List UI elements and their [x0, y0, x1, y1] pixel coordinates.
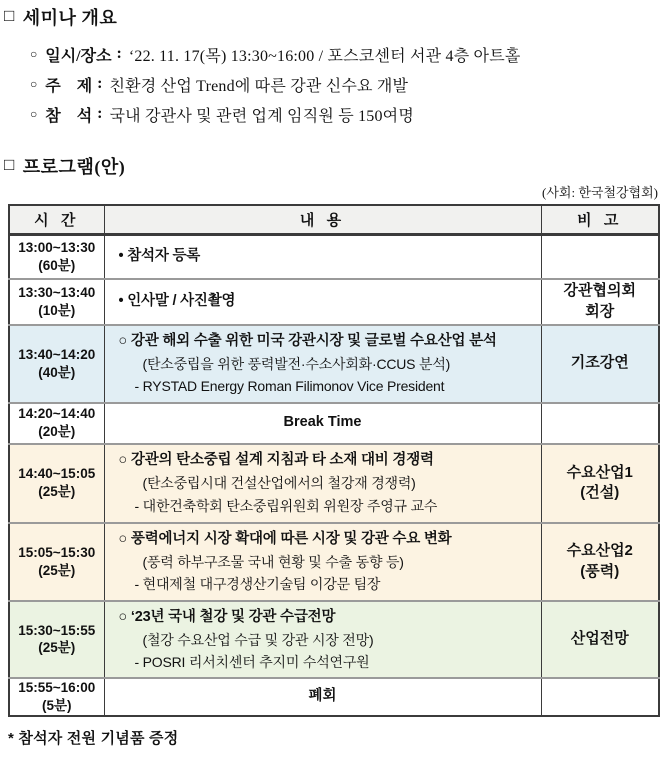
content-subline: (철강 수요산업 수급 및 강관 시장 전망) — [142, 631, 374, 648]
remark-line: (풍력) — [580, 562, 620, 580]
time-range: 14:40~15:05 — [18, 466, 96, 482]
duration: (25분) — [38, 562, 76, 578]
remark-cell — [541, 403, 659, 444]
table-row-opening — [9, 279, 659, 325]
content-cell — [104, 444, 541, 523]
table-row-registration — [9, 235, 659, 279]
overview-item-colon: : — [97, 75, 103, 92]
duration: (20분) — [38, 424, 76, 439]
content-speaker-line: - RYSTAD Energy Roman Filimonov Vice President — [134, 378, 445, 395]
table-row-outlook — [9, 601, 659, 679]
content-subline: (탄소중립시대 건설산업에서의 철강재 경쟁력) — [142, 475, 416, 492]
time-range: 13:40~14:20 — [18, 346, 96, 362]
content-line: ○ ‘23년 국내 철강 및 강관 수급전망 — [118, 608, 336, 625]
overview-item-colon: : — [97, 105, 103, 122]
remark-cell — [541, 325, 659, 403]
column-header-content: 내 용 — [104, 205, 541, 235]
content-cell — [104, 678, 541, 715]
moderator-note: (사회: 한국철강협회) — [542, 185, 658, 200]
content-line: ○ 강관의 탄소중립 설계 지침과 타 소재 대비 경쟁력 — [118, 452, 434, 469]
duration: (5분) — [41, 698, 72, 714]
duration: (60분) — [38, 257, 76, 273]
overview-item-label: 일시/장소 — [45, 47, 112, 65]
overview-item-label: 주 제 — [45, 77, 93, 95]
content-cell — [104, 325, 541, 403]
time-cell — [9, 279, 104, 325]
time-range: 15:30~15:55 — [18, 622, 96, 638]
overview-item-datetime — [30, 39, 660, 69]
content-line: Break Time — [283, 414, 362, 431]
remark-line: 산업전망 — [570, 630, 629, 648]
time-cell — [9, 444, 104, 523]
table-header-row — [9, 205, 659, 235]
table-row-demand2 — [9, 523, 659, 601]
time-cell — [9, 678, 104, 715]
content-line: ○ 풍력에너지 시장 확대에 따른 시장 및 강관 수요 변화 — [118, 530, 452, 547]
remark-cell — [541, 678, 659, 715]
table-row-break — [9, 403, 659, 444]
time-range: 15:55~16:00 — [18, 680, 96, 696]
remark-line: 수요산업2 — [566, 542, 633, 560]
program-table — [8, 204, 660, 717]
square-bullet-icon: □ — [4, 6, 15, 25]
overview-item-list — [30, 39, 660, 129]
remark-cell — [541, 523, 659, 601]
duration: (10분) — [38, 302, 76, 318]
time-cell — [9, 601, 104, 679]
column-header-remark: 비 고 — [541, 205, 659, 235]
circle-bullet-icon: ○ — [30, 106, 38, 121]
overview-item-value: 국내 강관사 및 관련 업계 임직원 등 150여명 — [109, 107, 414, 125]
overview-item-label: 참 석 — [45, 107, 93, 125]
duration: (40분) — [38, 364, 76, 380]
content-speaker-line: - POSRI 리서치센터 추지미 수석연구원 — [134, 654, 370, 671]
content-speaker-line: - 현대제철 대구경생산기술팀 이강문 팀장 — [134, 576, 381, 593]
footnote: * 참석자 전원 기념품 증정 — [8, 729, 179, 747]
circle-bullet-icon: ○ — [30, 46, 38, 61]
content-line: • 인사말 / 사진촬영 — [118, 292, 236, 309]
time-cell — [9, 235, 104, 279]
content-cell — [104, 523, 541, 601]
remark-cell — [541, 444, 659, 523]
square-bullet-icon: □ — [4, 155, 15, 174]
overview-item-attendees — [30, 99, 660, 129]
seminar-overview-heading — [4, 4, 660, 30]
duration: (25분) — [38, 640, 76, 656]
program-title: 프로그램(안) — [22, 157, 126, 177]
time-cell — [9, 523, 104, 601]
time-range: 14:20~14:40 — [18, 406, 96, 422]
time-range: 13:30~13:40 — [18, 284, 96, 300]
content-cell — [104, 403, 541, 444]
content-line: • 참석자 등록 — [118, 248, 201, 265]
overview-item-colon: : — [116, 45, 122, 62]
seminar-overview-title: 세미나 개요 — [22, 8, 118, 28]
time-cell — [9, 403, 104, 444]
overview-item-topic — [30, 69, 660, 99]
remark-line: 강관협의회 — [563, 282, 636, 300]
remark-cell — [541, 601, 659, 679]
time-range: 15:05~15:30 — [18, 544, 96, 560]
circle-bullet-icon: ○ — [30, 76, 38, 91]
remark-cell — [541, 279, 659, 325]
remark-cell — [541, 235, 659, 279]
column-header-time: 시 간 — [9, 205, 104, 235]
content-subline: (탄소중립을 위한 풍력발전·수소사회화·CCUS 분석) — [142, 355, 451, 372]
program-heading — [4, 153, 660, 179]
remark-line: 수요산업1 — [566, 463, 633, 481]
content-line: ○ 강관 해외 수출 위한 미국 강관시장 및 글로벌 수요산업 분석 — [118, 332, 497, 349]
time-range: 13:00~13:30 — [18, 240, 96, 256]
content-subline: (풍력 하부구조물 국내 현황 및 수출 동향 등) — [142, 553, 404, 570]
table-row-closing — [9, 678, 659, 715]
content-speaker-line: - 대한건축학회 탄소중립위원회 위원장 주영규 교수 — [134, 497, 438, 514]
remark-line: 회장 — [585, 302, 615, 320]
table-row-keynote — [9, 325, 659, 403]
overview-item-value: ‘22. 11. 17(목) 13:30~16:00 / 포스코센터 서관 4층 아트홀 — [128, 47, 521, 65]
remark-line: (건설) — [580, 484, 620, 501]
overview-item-value: 친환경 산업 Trend에 따른 강관 신수요 개발 — [109, 77, 409, 95]
duration: (25분) — [38, 484, 76, 499]
content-line: 폐회 — [308, 688, 337, 705]
content-cell — [104, 601, 541, 679]
remark-line: 기조강연 — [570, 354, 629, 372]
content-cell — [104, 235, 541, 279]
time-cell — [9, 325, 104, 403]
table-row-demand1 — [9, 444, 659, 523]
content-cell — [104, 279, 541, 325]
